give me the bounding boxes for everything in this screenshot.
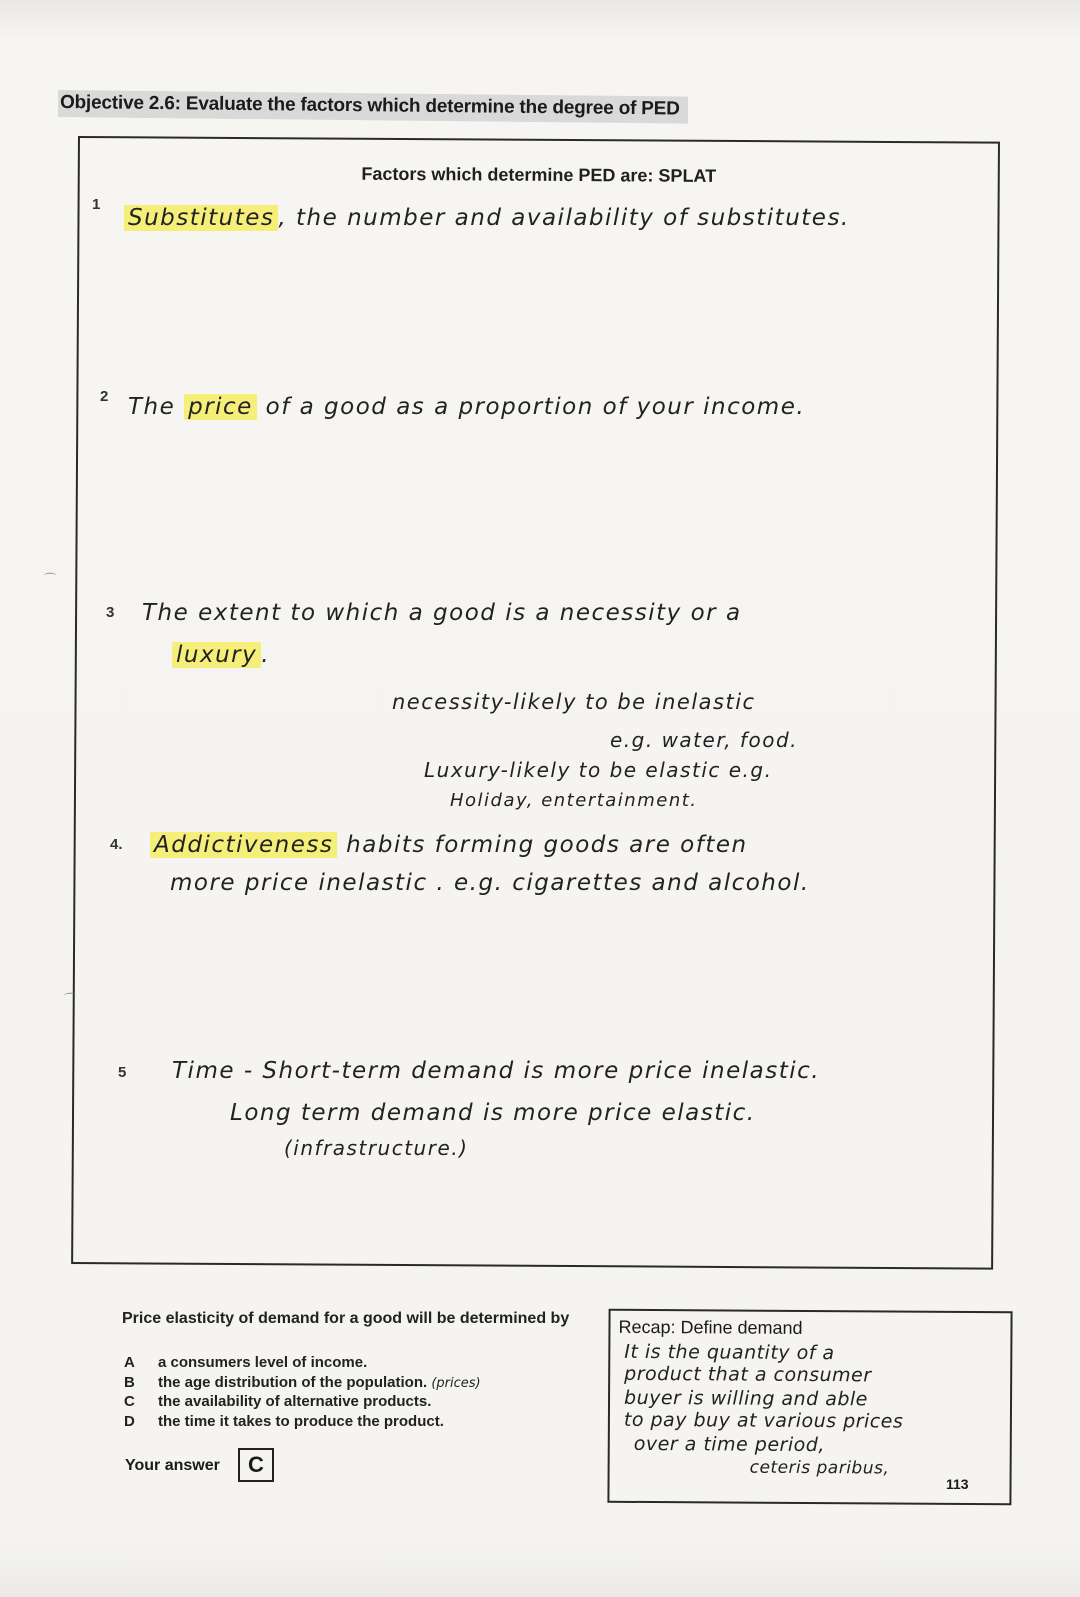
margin-doodle-icon: ⌒ <box>44 572 57 586</box>
recap-line-4: to pay buy at various prices <box>623 1408 904 1433</box>
objective-heading: Objective 2.6: Evaluate the factors which determine the degree of PED <box>58 90 688 124</box>
factor-3-note-1: necessity-likely to be inelastic <box>392 690 756 714</box>
box-title: Factors which determine PED are: SPLAT <box>361 163 717 186</box>
factor-5-text: - Short-term demand is more price inelastic. <box>243 1058 821 1084</box>
factor-2-keyword: price <box>184 394 257 420</box>
answer-box[interactable]: C <box>238 1448 274 1482</box>
recap-line-5: over a time period, <box>633 1432 825 1457</box>
answer-label: Your answer <box>125 1457 220 1474</box>
factor-3-number: 3 <box>106 604 115 621</box>
recap-title: Recap: Define demand <box>618 1316 803 1338</box>
factor-4-keyword: Addictiveness <box>150 832 337 858</box>
factor-4-line <box>150 832 748 858</box>
recap-line-2: product that a consumer <box>624 1362 872 1387</box>
factor-3-note-3: Luxury-likely to be elastic e.g. <box>424 758 773 782</box>
option-b: B the age distribution of the population. (prices) <box>124 1374 481 1391</box>
page-number: 113 <box>946 1476 969 1492</box>
factor-4-number: 4. <box>110 836 123 853</box>
recap-line-3: buyer is willing and able <box>623 1386 868 1411</box>
factor-3-line2 <box>172 642 270 668</box>
factor-4-text: habits forming goods are often <box>346 832 748 858</box>
factor-2-text: of a good as a proportion of your income. <box>265 394 806 420</box>
factor-5-keyword: Time <box>172 1058 235 1084</box>
margin-doodle-icon-2: ⌒ <box>64 992 77 1006</box>
factor-4-line2: more price inelastic . e.g. cigarettes and alcohol. <box>170 870 810 896</box>
factor-3-note-2: e.g. water, food. <box>610 728 798 752</box>
factor-3-text: The extent to which a good is a necessity or a <box>142 600 742 626</box>
factor-3-note-4: Holiday, entertainment. <box>450 790 698 811</box>
recap-line-6: ceteris paribus, <box>749 1457 890 1479</box>
factor-5-line <box>172 1058 820 1084</box>
factor-5-line2: Long term demand is more price elastic. <box>230 1100 756 1126</box>
factor-2-lead: The <box>128 394 176 420</box>
option-c: C the availability of alternative products. <box>124 1393 432 1410</box>
factor-1-keyword: Substitutes <box>124 205 278 231</box>
option-b-note: (prices) <box>431 1376 481 1391</box>
factor-3-tail: . <box>261 642 271 668</box>
option-a: A a consumers level of income. <box>124 1354 368 1371</box>
factor-5-line3: (infrastructure.) <box>284 1136 469 1160</box>
factor-2-number: 2 <box>100 388 109 405</box>
factor-5-number: 5 <box>118 1064 127 1081</box>
factor-3-keyword: luxury <box>172 642 261 668</box>
option-d: D the time it takes to produce the product. <box>124 1413 444 1430</box>
factor-1-text: , the number and availability of substitutes. <box>278 205 850 231</box>
question-stem: Price elasticity of demand for a good will be determined by <box>122 1310 570 1327</box>
factor-2-line <box>128 394 805 420</box>
factor-1-number: 1 <box>92 196 101 213</box>
recap-line-1: It is the quantity of a <box>624 1340 835 1365</box>
factor-1-line <box>124 205 850 231</box>
